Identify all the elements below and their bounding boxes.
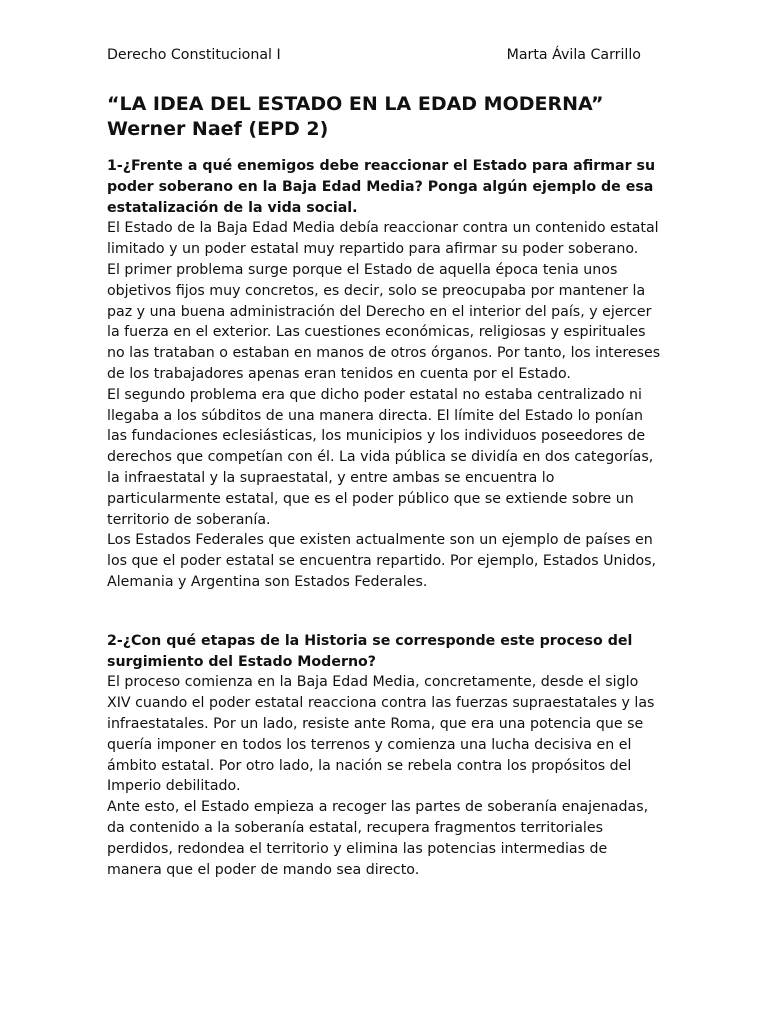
answer-1-paragraph-1: El Estado de la Baja Edad Media debía reaccionar contra un contenido estatal limitado y un poder estatal muy repartido para afirmar su poder soberano. xyxy=(107,220,659,258)
document-page xyxy=(107,44,663,880)
answer-1-paragraph-4: Los Estados Federales que existen actualmente son un ejemplo de países en los que el poder estatal se encuentra repartido. Por ejemplo, Estados Unidos, Alemania y Argentina son Estados Federales. xyxy=(107,532,657,590)
answer-1-paragraph-3: El segundo problema era que dicho poder estatal no estaba centralizado ni llegaba a los súbditos de una manera directa. El límite del Estado lo ponían las fundaciones eclesiásticas, los municipios y los individuos poseedores de derechos que competían con él. La vida pública se dividía en dos categorías, la infraestatal y la supraestatal, y entre ambas se encuentra lo particularmente estatal, que es el poder público que se extiende sobre un territorio de soberanía. xyxy=(107,386,654,528)
answer-1-paragraph-2: El primer problema surge porque el Estado de aquella época tenia unos objetivos fijos muy concretos, es decir, solo se preocupaba por mantener la paz y una buena administración del Derecho en el interior del país, y ejercer la fuerza en el exterior. Las cuestiones económicas, religiosas y espirituales no las trataban o estaban en manos de otros órganos. Por tanto, los intereses de los trabajadores apenas eran tenidos en cuenta por el Estado. xyxy=(107,261,661,382)
question-2: 2-¿Con qué etapas de la Historia se corresponde este proceso del surgimiento del Estado Moderno? xyxy=(107,632,633,670)
author-name: Marta Ávila Carrillo xyxy=(506,47,641,63)
answer-2-paragraph-1: El proceso comienza en la Baja Edad Media, concretamente, desde el siglo XIV cuando el poder estatal reacciona contra las fuerzas supraestatales y las infraestatales. Por un lado, resiste ante Roma, que era una potencia que se quería imponer en todos los terrenos y comienza una lucha decisiva en el ámbito estatal. Por otro lado, la nación se rebela contra los propósitos del Imperio debilitado. xyxy=(107,674,655,795)
answer-2-paragraph-2: Ante esto, el Estado empieza a recoger las partes de soberanía enajenadas, da contenido a la soberanía estatal, recupera fragmentos territoriales perdidos, redondea el territorio y elimina las potencias intermedias de manera que el poder de mando sea directo. xyxy=(107,799,649,878)
question-1: 1-¿Frente a qué enemigos debe reaccionar el Estado para afirmar su poder soberano en la Baja Edad Media? Ponga algún ejemplo de esa estatalización de la vida social. xyxy=(107,158,656,216)
page-header xyxy=(107,44,663,66)
title-line-1: “LA IDEA DEL ESTADO EN LA EDAD MODERNA” xyxy=(107,93,604,115)
document-title xyxy=(107,92,663,142)
course-name: Derecho Constitucional I xyxy=(107,47,281,63)
section-1 xyxy=(107,156,663,593)
section-2 xyxy=(107,631,663,881)
title-line-2: Werner Naef (EPD 2) xyxy=(107,118,329,140)
